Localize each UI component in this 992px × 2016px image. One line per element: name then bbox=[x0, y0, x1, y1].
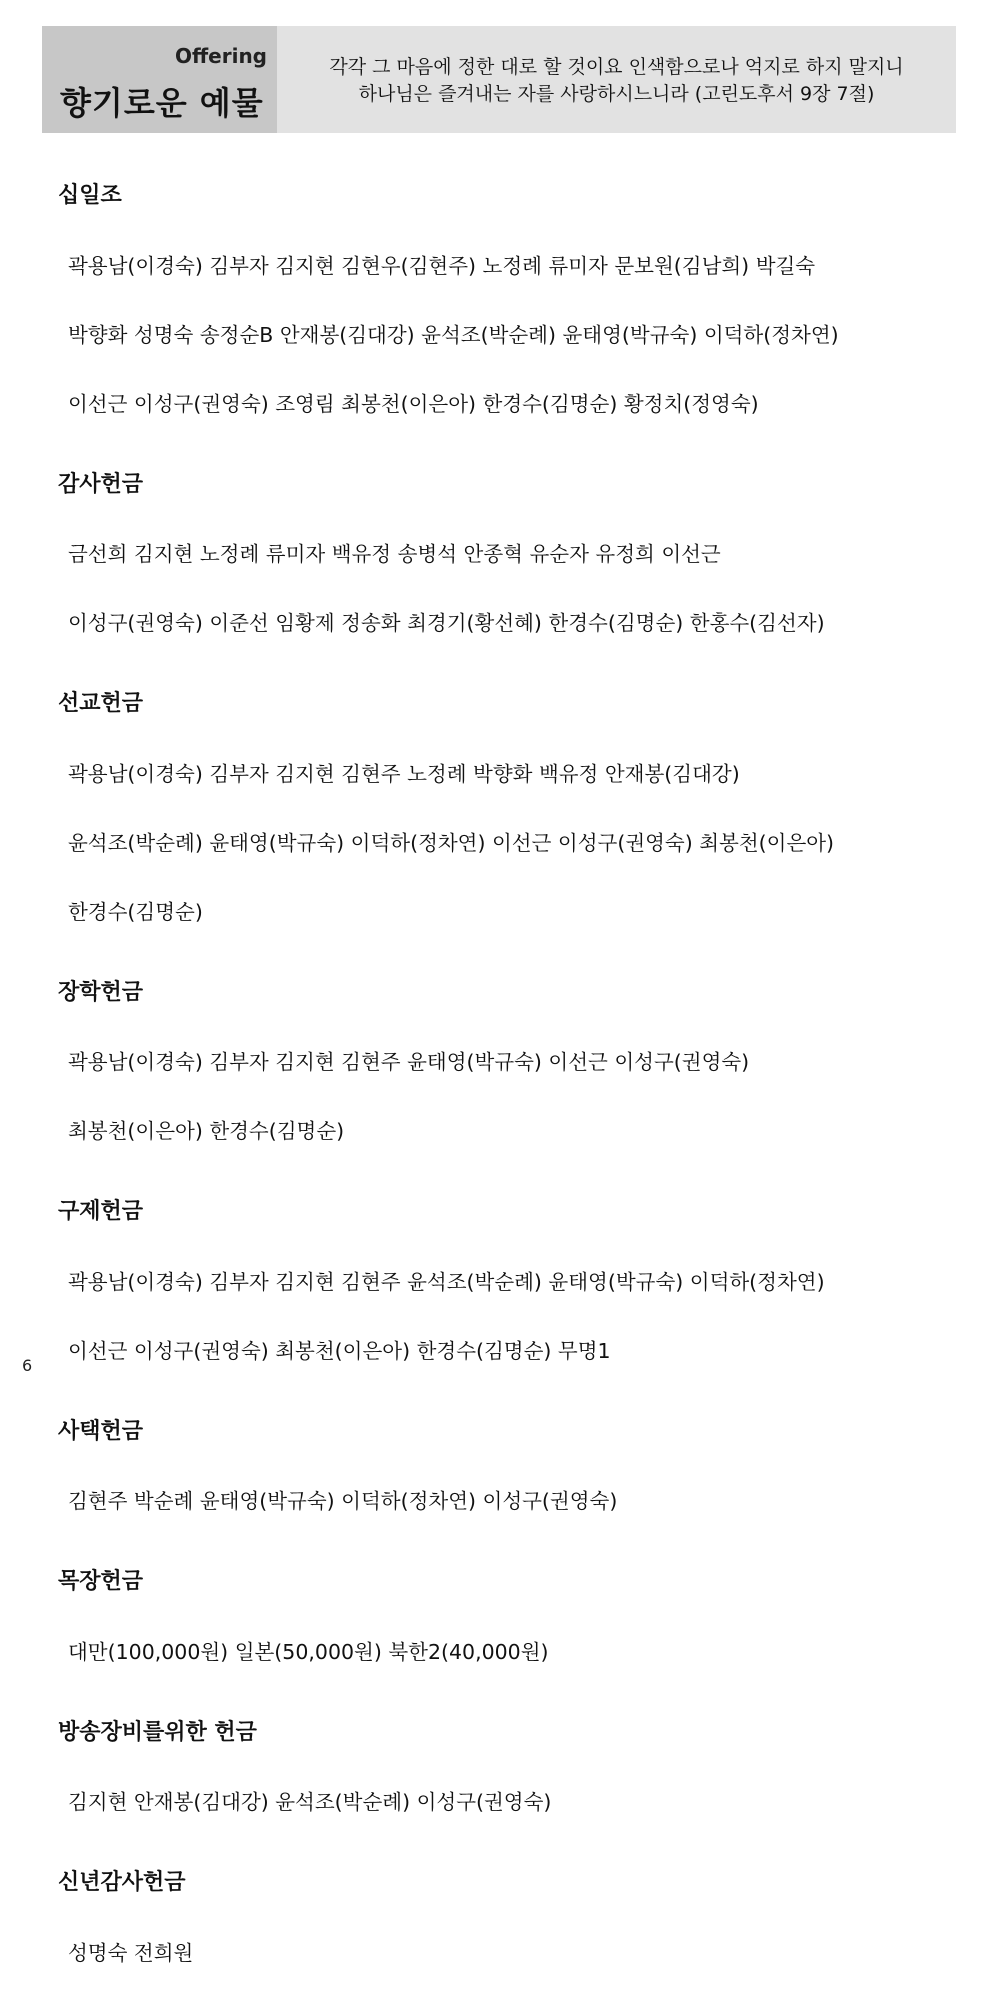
name-line: 한경수(김명순) bbox=[68, 899, 203, 924]
section-title: 감사헌금 bbox=[58, 471, 144, 497]
section-mission bbox=[58, 686, 938, 964]
name-line: 성명숙 전희원 bbox=[68, 1940, 194, 1965]
section-title: 장학헌금 bbox=[58, 979, 144, 1005]
name-line: 이성구(권영숙) 이준선 임황제 정송화 최경기(황선혜) 한경수(김명순) 한홍수(김선자) bbox=[68, 611, 825, 635]
name-list bbox=[58, 1230, 938, 1403]
header-banner bbox=[42, 26, 956, 133]
section-title: 목장헌금 bbox=[58, 1569, 144, 1594]
section-new-year-thanksgiving bbox=[58, 1865, 938, 2005]
section-title: 선교헌금 bbox=[58, 691, 144, 716]
name-line: 곽용남(이경숙) 김부자 김지현 김현주 노정례 박향화 백유정 안재봉(김대강) bbox=[68, 761, 740, 786]
name-line: 박향화 성명숙 송정순B 안재봉(김대강) 윤석조(박순례) 윤태영(박규숙) 이덕하(정차연) bbox=[68, 322, 839, 347]
name-line: 김현주 박순례 윤태영(박규숙) 이덕하(정차연) 이성구(권영숙) bbox=[68, 1489, 618, 1513]
section-title: 구제헌금 bbox=[58, 1199, 144, 1224]
section-cell-group bbox=[58, 1564, 938, 1704]
name-line: 금선희 김지현 노정례 류미자 백유정 송병석 안종혁 유순자 유정희 이선근 bbox=[68, 542, 721, 566]
name-line: 최봉천(이은아) 한경수(김명순) bbox=[68, 1119, 345, 1143]
section-title: 십일조 bbox=[58, 183, 122, 208]
header-title-block bbox=[42, 26, 277, 133]
header-title-english: Offering bbox=[174, 44, 267, 68]
name-list bbox=[58, 503, 938, 676]
name-list bbox=[58, 1600, 938, 1704]
name-line: 이선근 이성구(권영숙) 조영림 최봉천(이은아) 한경수(김명순) 황정치(정영숙) bbox=[68, 391, 759, 416]
name-line: 대만(100,000원) 일본(50,000원) 북한2(40,000원) bbox=[68, 1639, 549, 1664]
page-number: 6 bbox=[22, 1356, 33, 1375]
verse-line-1: 각각 그 마음에 정한 대로 할 것이요 인색함으로나 억지로 하지 말지니 bbox=[329, 56, 904, 78]
section-relief bbox=[58, 1194, 938, 1403]
name-list bbox=[58, 1450, 938, 1554]
name-list bbox=[58, 1751, 938, 1855]
section-title: 방송장비를위한 헌금 bbox=[58, 1719, 257, 1745]
name-list bbox=[58, 722, 938, 964]
verse-line-2: 하나님은 즐겨내는 자를 사랑하시느니라 (고린도후서 9장 7절) bbox=[358, 83, 875, 105]
header-title-korean: 향기로운 예물 bbox=[60, 84, 264, 122]
name-line: 곽용남(이경숙) 김부자 김지현 김현주 윤석조(박순례) 윤태영(박규숙) 이덕하(정차연) bbox=[68, 1269, 825, 1294]
section-tithe bbox=[58, 178, 938, 456]
name-line: 윤석조(박순례) 윤태영(박규숙) 이덕하(정차연) 이선근 이성구(권영숙) 최봉천(이은아) bbox=[68, 830, 835, 855]
offering-list bbox=[58, 178, 938, 2016]
section-title: 사택헌금 bbox=[58, 1418, 144, 1444]
section-thanksgiving bbox=[58, 467, 938, 676]
name-list bbox=[58, 214, 938, 456]
section-scholarship bbox=[58, 975, 938, 1184]
section-parsonage bbox=[58, 1414, 938, 1554]
bible-verse bbox=[277, 54, 956, 108]
name-line: 이선근 이성구(권영숙) 최봉천(이은아) 한경수(김명순) 무명1 bbox=[68, 1338, 611, 1363]
name-list bbox=[58, 1901, 938, 2005]
section-broadcast-equipment bbox=[58, 1715, 938, 1855]
name-line: 김지현 안재봉(김대강) 윤석조(박순례) 이성구(권영숙) bbox=[68, 1790, 552, 1814]
name-line: 곽용남(이경숙) 김부자 김지현 김현주 윤태영(박규숙) 이선근 이성구(권영숙) bbox=[68, 1050, 750, 1074]
name-list bbox=[58, 1011, 938, 1184]
section-title: 신년감사헌금 bbox=[58, 1870, 186, 1895]
name-line: 곽용남(이경숙) 김부자 김지현 김현우(김현주) 노정례 류미자 문보원(김남희) 박길숙 bbox=[68, 253, 816, 278]
